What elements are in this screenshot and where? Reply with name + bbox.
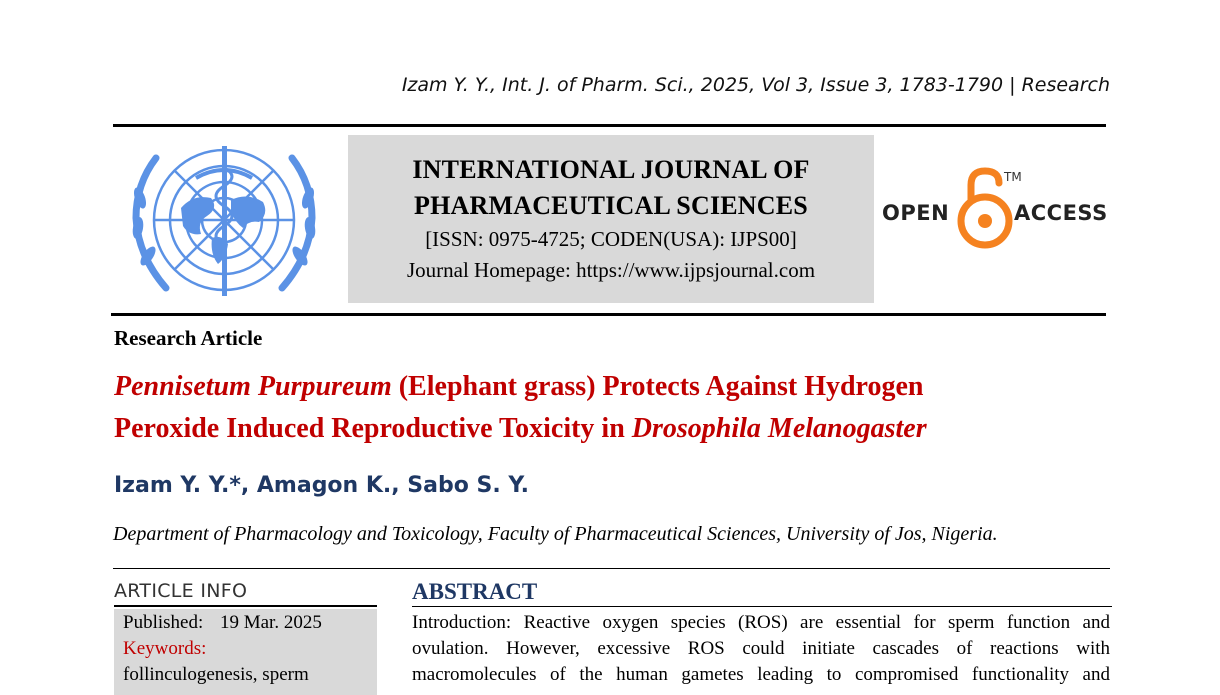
published-row [123, 612, 322, 634]
un-emblem-logo [126, 138, 322, 306]
abstract-heading: ABSTRACT [412, 579, 538, 604]
journal-title-line-2: PHARMACEUTICAL SCIENCES [414, 191, 808, 220]
title-line-2-start: Peroxide Induced Reproductive Toxicity in [114, 413, 632, 444]
title-line-1-rest: (Elephant grass) Protects Against Hydrogen [391, 371, 924, 402]
article-title [114, 366, 1114, 450]
keywords-list: follinculogenesis, sperm [123, 664, 309, 685]
running-head: Izam Y. Y., Int. J. of Pharm. Sci., 2025, Vol 3, Issue 3, 1783-1790 | Research [401, 74, 1110, 96]
affiliation: Department of Pharmacology and Toxicology, Faculty of Pharmaceutical Sciences, University of Jos, Nigeria. [113, 523, 998, 545]
keywords-label: Keywords: [123, 638, 207, 659]
journal-issn: [ISSN: 0975-4725; CODEN(USA): IJPS00] [425, 227, 797, 251]
journal-title-line-1: INTERNATIONAL JOURNAL OF [412, 155, 810, 184]
journal-masthead [348, 135, 874, 303]
title-species-2: Drosophila Melanogaster [631, 413, 927, 444]
author-list: Izam Y. Y.*, Amagon K., Sabo S. Y. [114, 473, 530, 498]
article-info-rule [114, 605, 377, 607]
trademark-mark: TM [1004, 170, 1022, 184]
section-divider [113, 568, 1110, 569]
header-bottom-rule [111, 313, 1106, 316]
article-info-heading: ARTICLE INFO [114, 580, 248, 602]
abstract-line: Introduction: Reactive oxygen species (ROS) are essential for sperm function and [412, 612, 1110, 633]
open-access-logo [880, 165, 1108, 253]
abstract-line: macromolecules of the human gametes leading to compromised functionality and [412, 664, 1110, 685]
access-word: ACCESS [1014, 201, 1108, 225]
article-type: Research Article [114, 326, 263, 350]
abstract-rule [412, 606, 1112, 607]
published-date: 19 Mar. 2025 [219, 612, 322, 633]
abstract-line: ovulation. However, excessive ROS could initiate cascades of reactions with [412, 638, 1110, 659]
title-species-1: Pennisetum Purpureum [114, 371, 392, 402]
open-word: OPEN [882, 201, 950, 225]
header-top-rule [113, 124, 1106, 127]
journal-homepage[interactable]: Journal Homepage: https://www.ijpsjournal.com [406, 258, 816, 282]
published-label: Published: [123, 612, 204, 633]
